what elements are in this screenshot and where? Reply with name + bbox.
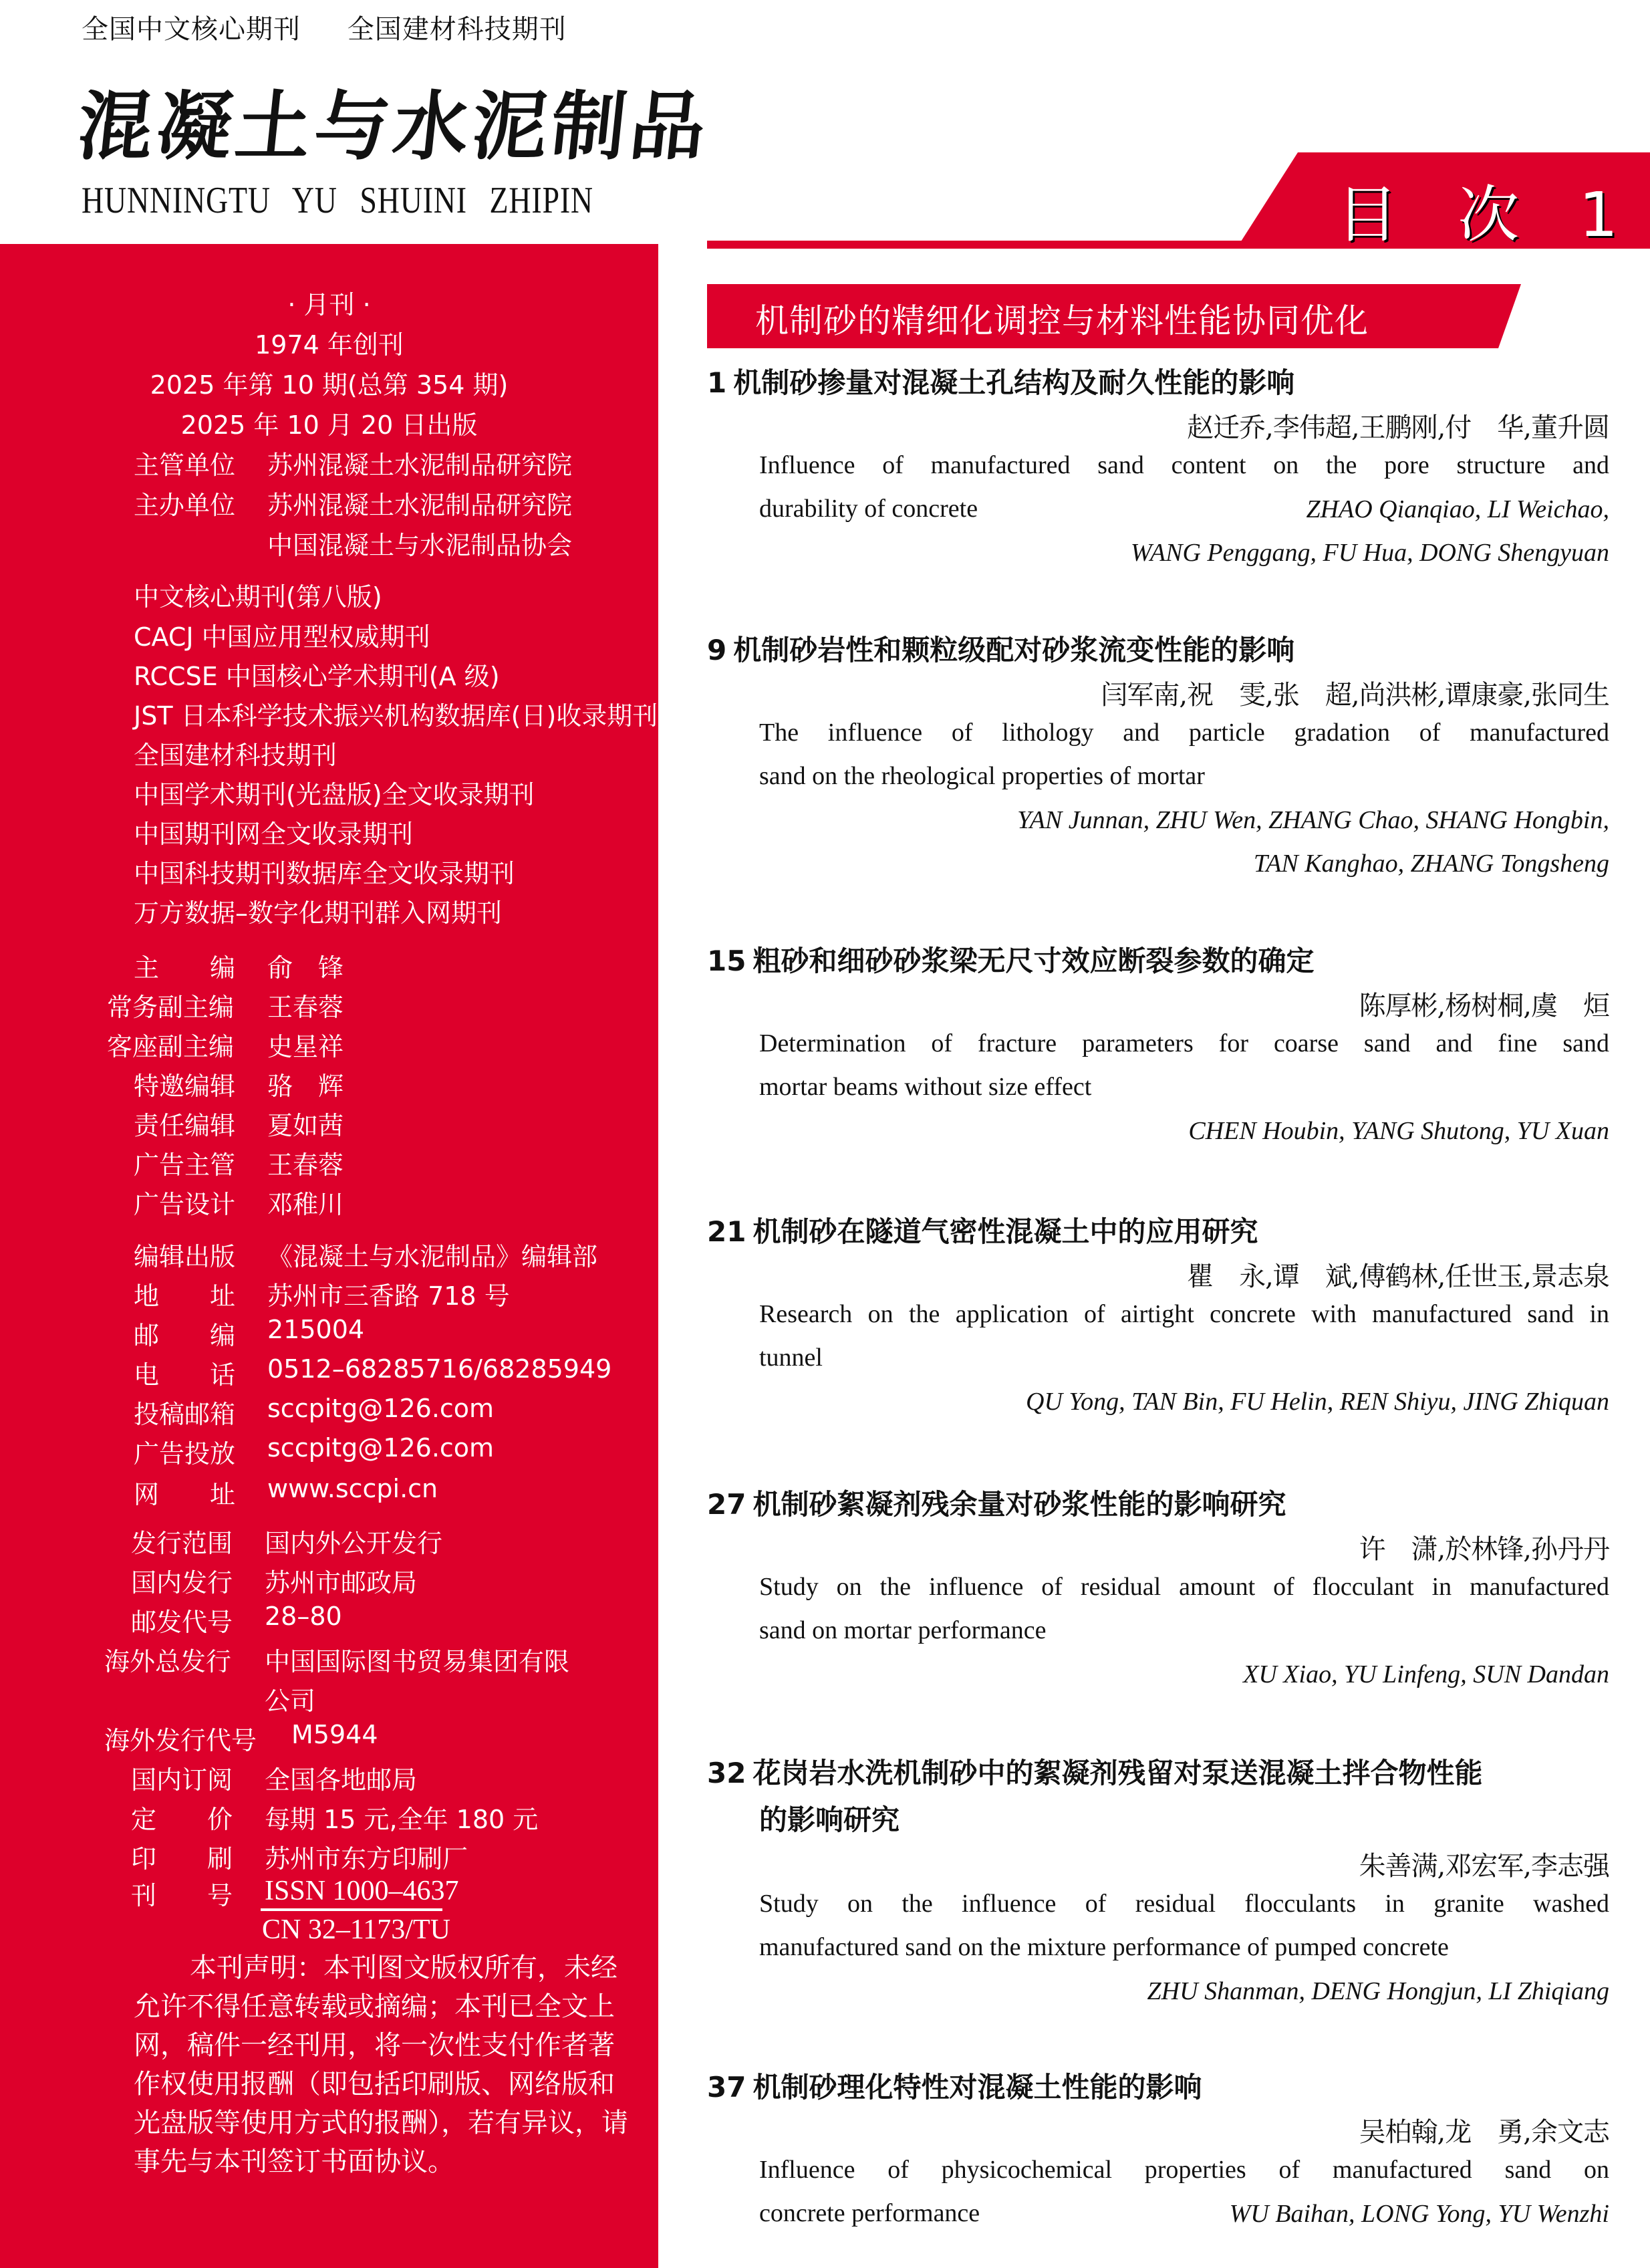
title-en: Study on the influence of residual amount of flocculant in manufactured sand on mortar performance — [759, 1573, 1609, 1644]
toc-entry-title[interactable]: 27 机制砂絮凝剂残余量对砂浆性能的影响研究 — [707, 1488, 1286, 1521]
toc-entry-title-cont[interactable]: 的影响研究 — [759, 1803, 900, 1836]
indexing-item: 中国学术期刊(光盘版)全文收录期刊 — [134, 780, 535, 809]
indexing-item: 中国科技期刊数据库全文收录期刊 — [134, 859, 515, 888]
authors-en: TAN Kanghao, ZHANG Tongsheng — [1253, 850, 1609, 878]
contact-label: 编辑出版 — [134, 1242, 236, 1271]
issue-number: 2025 年第 10 期(总第 354 期) — [150, 370, 509, 400]
indexing-item: 万方数据–数字化期刊群入网期刊 — [134, 898, 503, 928]
page-number: 27 — [707, 1488, 746, 1521]
contact-label: 投稿邮箱 — [134, 1400, 236, 1429]
editor-row — [134, 947, 343, 984]
distribution-label: 刊 号 — [131, 1881, 233, 1910]
contact-label: 地 址 — [134, 1281, 236, 1311]
distribution-row — [131, 1799, 538, 1836]
founded-year: 1974 年创刊 — [255, 330, 404, 360]
editor-name: 骆 辉 — [267, 1072, 344, 1101]
authors-en: QU Yong, TAN Bin, FU Helin, REN Shiyu, JING Zhiquan — [1026, 1388, 1609, 1416]
editor-role: 责任编辑 — [134, 1111, 236, 1140]
contact-row — [134, 1474, 438, 1511]
ad-email-link[interactable]: sccpitg@126.com — [267, 1433, 495, 1463]
authors-cn: 吴柏翰,龙 勇,余文志 — [1359, 2117, 1609, 2148]
page-number: 37 — [707, 2071, 746, 2104]
sponsor-value: 中国混凝土与水泥制品协会 — [267, 531, 573, 560]
distribution-label: 印 刷 — [131, 1844, 233, 1874]
website-link[interactable]: www.sccpi.cn — [267, 1474, 438, 1503]
notice-line: 允许不得任意转载或摘编；本刊已全文上 — [134, 1991, 615, 2022]
contents-banner-label: 目 次 1 — [1337, 179, 1639, 251]
distribution-value: 苏州市东方印刷厂 — [265, 1844, 468, 1874]
editor-name: 邓稚川 — [267, 1190, 344, 1219]
sponsor-value: 苏州混凝土水泥制品研究院 — [267, 451, 573, 480]
indexing-item: RCCSE 中国核心学术期刊(A 级) — [134, 662, 500, 691]
authors-en-inline: WU Baihan, LONG Yong, YU Wenzhi — [1229, 2200, 1609, 2228]
editor-role: 广告设计 — [134, 1190, 236, 1219]
title-en: Study on the influence of residual flocculants in granite washed manufactured sand on the mixture performance of pumped concrete — [759, 1890, 1609, 1961]
sponsor-row — [134, 485, 572, 521]
distribution-row — [131, 1759, 417, 1796]
distribution-value: 公司 — [265, 1686, 316, 1716]
distribution-label: 发行范围 — [131, 1529, 233, 1558]
sponsor-row — [134, 445, 572, 481]
sponsor-row — [134, 525, 572, 561]
indexing-item: 中国期刊网全文收录期刊 — [134, 820, 414, 849]
contact-label: 邮 编 — [134, 1321, 236, 1350]
editor-name: 王春蓉 — [267, 1150, 344, 1180]
distribution-row — [131, 1875, 459, 1912]
price-value: 每期 15 元,全年 180 元 — [265, 1805, 539, 1834]
title-en: Determination of fracture parameters for coarse sand and fine sand mortar beams without size effect — [759, 1029, 1609, 1101]
editor-row — [134, 1105, 343, 1142]
contact-row — [134, 1315, 364, 1352]
slogan-building-materials: 全国建材科技期刊 — [347, 14, 567, 45]
notice-line: 光盘版等使用方式的报酬），若有异议，请 — [134, 2108, 628, 2138]
address-value: 苏州市三香路 718 号 — [267, 1281, 510, 1311]
page-number: 21 — [707, 1215, 746, 1248]
editor-name: 王春蓉 — [267, 993, 344, 1022]
indexing-item: 中文核心期刊(第八版) — [134, 582, 382, 612]
publish-date: 2025 年 10 月 20 日出版 — [180, 410, 478, 440]
sponsor-label: 主办单位 — [134, 491, 236, 520]
indexing-item: JST 日本科学技术振兴机构数据库(日)收录期刊 — [134, 701, 658, 731]
sponsor-label — [134, 525, 267, 561]
submission-email-link[interactable]: sccpitg@126.com — [267, 1394, 495, 1423]
contact-row — [134, 1275, 510, 1312]
toc-entry-title[interactable]: 1 机制砂掺量对混凝土孔结构及耐久性能的影响 — [707, 366, 1295, 399]
authors-cn: 瞿 永,谭 斌,傅鹤林,任世玉,景志泉 — [1187, 1261, 1609, 1292]
contact-row — [134, 1236, 597, 1273]
toc-entry-title[interactable]: 9 机制砂岩性和颗粒级配对砂浆流变性能的影响 — [707, 634, 1295, 666]
page-number: 32 — [707, 1757, 746, 1789]
editor-role: 广告主管 — [134, 1150, 236, 1180]
distribution-value: 28–80 — [265, 1602, 342, 1631]
page-number: 1 — [707, 366, 727, 399]
editor-row — [134, 1144, 343, 1181]
page-number: 15 — [707, 944, 746, 977]
toc-entry-title[interactable]: 32 花岗岩水洗机制砂中的絮凝剂残留对泵送混凝土拌合物性能 — [707, 1757, 1483, 1789]
distribution-row — [104, 1680, 315, 1717]
title-en: Research on the application of airtight concrete with manufactured sand in tunnel — [759, 1300, 1609, 1372]
notice-line: 网，稿件一经刊用，将一次性支付作者著 — [134, 2030, 615, 2061]
section-title: 机制砂的精细化调控与材料性能协同优化 — [755, 301, 1369, 340]
authors-cn: 闫军南,祝 雯,张 超,尚洪彬,谭康豪,张同生 — [1101, 680, 1609, 711]
editor-name: 史星祥 — [267, 1032, 344, 1061]
contact-row — [134, 1433, 494, 1470]
journal-info-sidebar — [0, 244, 658, 2268]
distribution-label: 海外总发行 — [104, 1647, 232, 1676]
editor-role: 客座副主编 — [107, 1032, 235, 1061]
distribution-value: 国内外公开发行 — [265, 1529, 443, 1558]
editor-role: 特邀编辑 — [134, 1072, 236, 1101]
indexing-item: CACJ 中国应用型权威期刊 — [134, 622, 430, 652]
cn-number: CN 32–1173/TU — [262, 1914, 450, 1945]
editor-name: 夏如茜 — [267, 1111, 344, 1140]
authors-en: ZHU Shanman, DENG Hongjun, LI Zhiqiang — [1147, 1977, 1609, 2005]
contact-value: 《混凝土与水泥制品》编辑部 — [267, 1242, 598, 1271]
distribution-label: 海外发行代号 — [104, 1726, 257, 1755]
slogan-core-journal: 全国中文核心期刊 — [82, 14, 301, 45]
distribution-row — [131, 1838, 468, 1875]
editor-role: 常务副主编 — [107, 993, 235, 1022]
page-number: 9 — [707, 634, 727, 666]
distribution-label: 国内发行 — [131, 1568, 233, 1598]
distribution-label — [104, 1680, 265, 1717]
authors-en-inline: ZHAO Qianqiao, LI Weichao, — [1306, 495, 1609, 523]
toc-entry-title[interactable]: 37 机制砂理化特性对混凝土性能的影响 — [707, 2071, 1202, 2104]
distribution-value: 中国国际图书贸易集团有限 — [265, 1647, 570, 1676]
distribution-label: 定 价 — [131, 1805, 233, 1834]
masthead-slogans — [82, 8, 567, 46]
toc-entry-title[interactable]: 21 机制砂在隧道气密性混凝土中的应用研究 — [707, 1215, 1258, 1248]
authors-en: XU Xiao, YU Linfeng, SUN Dandan — [1243, 1660, 1609, 1688]
distribution-label: 国内订阅 — [131, 1765, 233, 1795]
authors-en: CHEN Houbin, YANG Shutong, YU Xuan — [1188, 1117, 1609, 1145]
distribution-row — [131, 1523, 442, 1559]
masthead — [0, 0, 714, 242]
authors-cn: 许 潇,於林锋,孙丹丹 — [1359, 1534, 1609, 1565]
authors-cn: 赵迁乔,李伟超,王鹏刚,付 华,董升圆 — [1187, 412, 1609, 443]
issn-divider — [261, 1908, 442, 1911]
editor-row — [134, 1065, 343, 1102]
distribution-label: 邮发代号 — [131, 1608, 233, 1637]
contact-row — [134, 1354, 611, 1391]
authors-en: WANG Penggang, FU Hua, DONG Shengyuan — [1130, 539, 1609, 567]
distribution-row — [131, 1602, 342, 1638]
contact-row — [134, 1394, 494, 1430]
editor-row — [107, 987, 343, 1023]
notice-line: 事先与本刊签订书面协议。 — [134, 2146, 454, 2177]
toc-entry-title[interactable]: 15 粗砂和细砂砂浆梁无尺寸效应断裂参数的确定 — [707, 944, 1315, 977]
authors-en: YAN Junnan, ZHU Wen, ZHANG Chao, SHANG Hongbin, — [1017, 806, 1609, 834]
copyright-notice — [134, 1948, 628, 2181]
title-en: Influence of manufactured sand content on the pore structure and durability of concrete — [759, 451, 1609, 523]
issn-value: ISSN 1000–4637 — [265, 1876, 459, 1906]
sponsor-label: 主管单位 — [134, 451, 236, 480]
journal-logo-cn: 混凝土与水泥制品 — [74, 83, 714, 170]
postcode-value: 215004 — [267, 1315, 365, 1344]
phone-value[interactable]: 0512–68285716/68285949 — [267, 1354, 612, 1384]
editor-role: 主 编 — [134, 953, 236, 983]
title-en: Influence of physicochemical properties of manufactured sand on concrete performance — [759, 2156, 1609, 2227]
contact-label: 网 址 — [134, 1480, 236, 1509]
distribution-row — [104, 1720, 378, 1757]
editor-name: 俞 锋 — [267, 953, 344, 983]
title-en: The influence of lithology and particle gradation of manufactured sand on the rheological properties of mortar — [759, 719, 1609, 790]
distribution-value: 全国各地邮局 — [265, 1765, 418, 1795]
editor-row — [107, 1026, 343, 1063]
notice-line: 本刊声明：本刊图文版权所有，未经 — [190, 1952, 617, 1983]
editor-row — [134, 1184, 343, 1221]
journal-logo-en: HUNNINGTU YU SHUINI ZHIPIN — [82, 180, 593, 221]
indexing-item: 全国建材科技期刊 — [134, 741, 337, 770]
distribution-value: M5944 — [291, 1720, 378, 1749]
frequency: · 月刊 · — [287, 290, 371, 320]
contact-label: 广告投放 — [134, 1439, 236, 1469]
distribution-value: 苏州市邮政局 — [265, 1568, 418, 1598]
authors-cn: 朱善满,邓宏军,李志强 — [1359, 1851, 1609, 1882]
notice-line: 作权使用报酬（即包括印刷版、网络版和 — [134, 2069, 615, 2100]
distribution-row — [104, 1641, 569, 1678]
distribution-row — [131, 1562, 417, 1599]
contact-label: 电 话 — [134, 1360, 236, 1390]
sponsor-value: 苏州混凝土水泥制品研究院 — [267, 491, 573, 520]
authors-cn: 陈厚彬,杨树桐,虞 烜 — [1359, 991, 1609, 1021]
